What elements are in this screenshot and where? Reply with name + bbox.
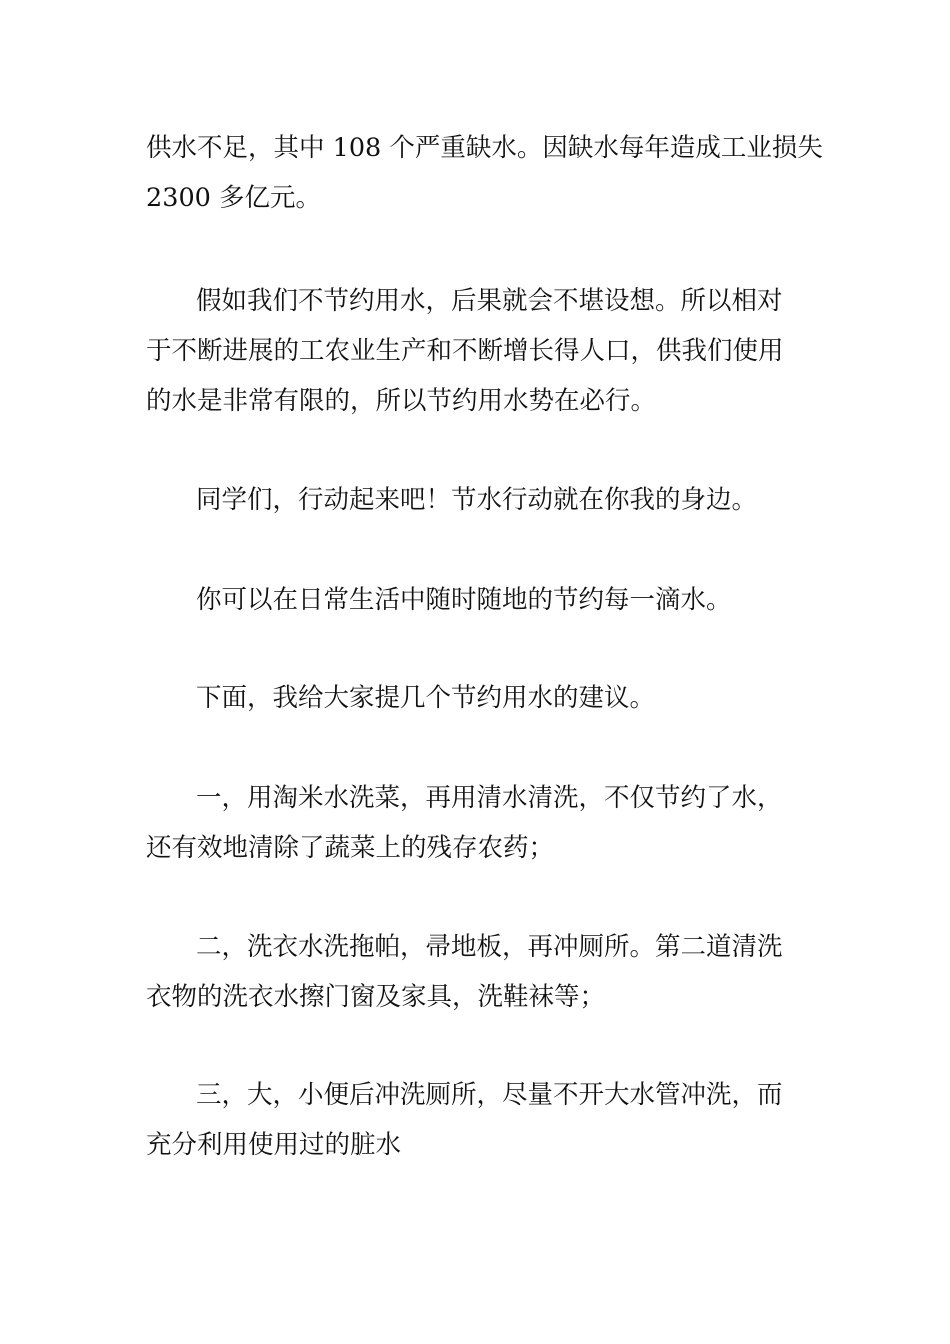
paragraph-line: 假如我们不节约用水，后果就会不堪设想。所以相对 (196, 286, 783, 316)
paragraph-line: 二，洗衣水洗拖帕，帚地板，再冲厕所。第二道清洗 (196, 932, 783, 962)
paragraph-line: 还有效地清除了蔬菜上的残存农药； (146, 833, 555, 863)
paragraph-line: 一，用淘米水洗菜，再用清水清洗，不仅节约了水， (196, 783, 783, 813)
paragraph-line: 三，大，小便后冲洗厕所，尽量不开大水管冲洗，而 (196, 1080, 783, 1110)
paragraph-line: 于不断进展的工农业生产和不断增长得人口，供我们使用 (146, 336, 784, 366)
paragraph-line: 供水不足，其中 108 个严重缺水。因缺水每年造成工业损失 (146, 133, 823, 163)
paragraph-line: 下面，我给大家提几个节约用水的建议。 (196, 683, 656, 713)
paragraph-line: 充分利用使用过的脏水 (146, 1130, 402, 1160)
paragraph-line: 衣物的洗衣水擦门窗及家具，洗鞋袜等； (146, 982, 606, 1012)
paragraph-line: 的水是非常有限的，所以节约用水势在必行。 (146, 386, 657, 416)
paragraph-line: 2300 多亿元。 (146, 183, 322, 213)
paragraph-line: 你可以在日常生活中随时随地的节约每一滴水。 (196, 585, 732, 615)
paragraph-line: 同学们，行动起来吧！节水行动就在你我的身边。 (196, 485, 758, 515)
